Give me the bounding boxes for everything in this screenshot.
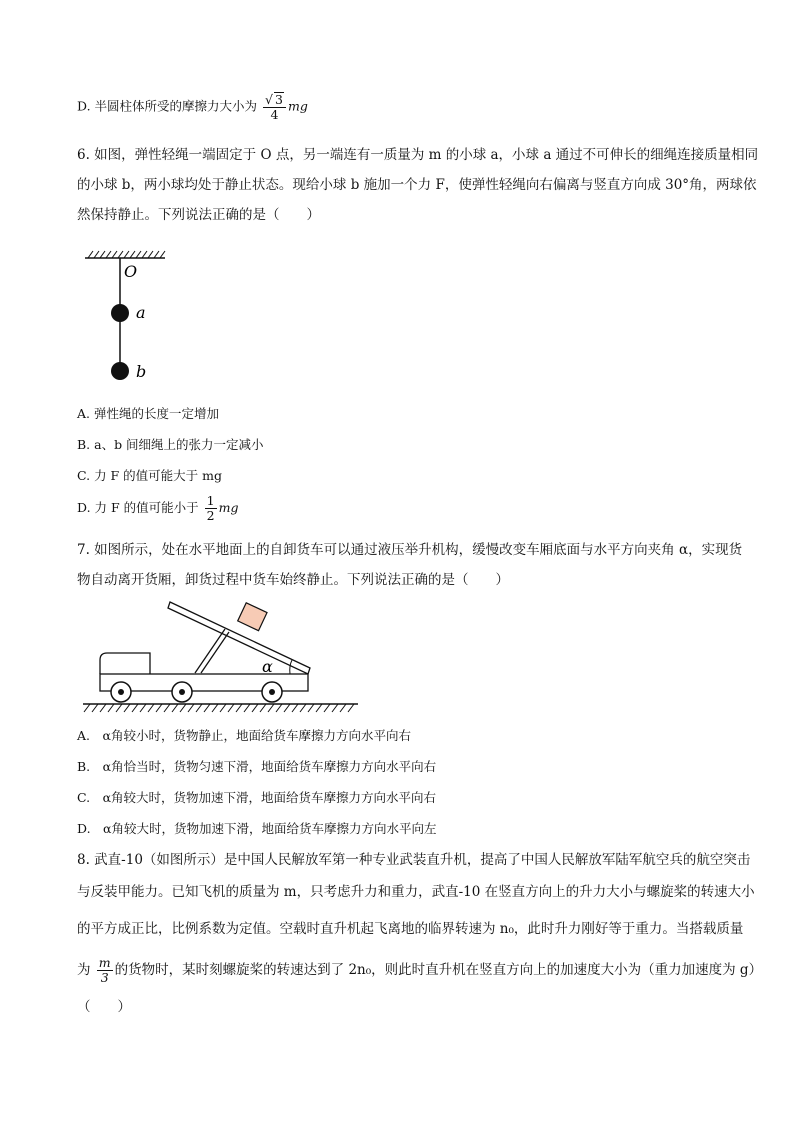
sqrt3-over-4-fraction: $\frac{√ 3}{4}$	[263, 92, 286, 122]
m-over-3-fraction: $\frac{m}{3}$	[98, 955, 111, 985]
q7-line2: 物自动离开货厢，卸货过程中货车始终静止。下列说法正确的是（ ）	[77, 572, 509, 588]
q8-line3: 的平方成正比，比例系数为定值。空载时直升机起飞离地的临界转速为 n₀，此时升力刚好等于重力。当搭载质量	[77, 921, 744, 937]
truck-bed	[168, 602, 310, 674]
ground-hatch	[84, 704, 354, 712]
q6-option-d[interactable]	[77, 494, 238, 523]
q6-line2: 的小球 b，两小球均处于静止状态。现给小球 b 施加一个力 F，使弹性轻绳向右偏离与竖直方向成 30°角，两球依	[77, 177, 757, 193]
q7-option-c[interactable]: C. α角较大时，货物加速下滑，地面给货车摩擦力方向水平向右	[77, 790, 437, 805]
q7-line1: 7. 如图所示，处在水平地面上的自卸货车可以通过液压举升机构，缓慢改变车厢底面与水平方向夹角 α，实现货	[77, 542, 743, 558]
q7-truck-figure	[78, 597, 368, 717]
q8-line4-post: 的货物时，某时刻螺旋桨的转速达到了 2n₀，则此时直升机在竖直方向上的加速度大小为（重力加速度为 g）	[114, 962, 763, 978]
q6-option-d-text: D. 力 F 的值可能小于	[77, 500, 199, 515]
prev-option-d-text: D. 半圆柱体所受的摩擦力大小为	[77, 98, 258, 114]
point-o-label: O	[124, 262, 138, 281]
angle-alpha-label: α	[262, 657, 273, 676]
q6-figure	[80, 250, 200, 390]
q8-line4-pre: 为	[77, 962, 91, 978]
q6-line3: 然保持静止。下列说法正确的是（ ）	[77, 207, 320, 223]
q6-option-d-mg: mg	[218, 500, 239, 515]
ball-a	[111, 304, 129, 322]
q6-option-a[interactable]: A. 弹性绳的长度一定增加	[77, 406, 219, 421]
wheel-middle	[172, 682, 192, 702]
q8-line2: 与反装甲能力。已知飞机的质量为 m，只考虑升力和重力，武直-10 在竖直方向上的升力大小与螺旋桨的转速大小	[77, 884, 755, 900]
q7-option-b[interactable]: B. α角恰当时，货物匀速下滑，地面给货车摩擦力方向水平向右	[77, 759, 437, 774]
cargo-box	[238, 603, 267, 631]
q8-line5[interactable]: （ ）	[77, 999, 131, 1015]
ball-a-label: a	[136, 303, 146, 322]
q6-option-c[interactable]: C. 力 F 的值可能大于 mg	[77, 468, 223, 483]
q8-line1: 8. 武直-10（如图所示）是中国人民解放军第一种专业武装直升机，提高了中国人民解放军陆军航空兵的航空突击	[77, 852, 751, 868]
q6-line1: 6. 如图，弹性轻绳一端固定于 O 点，另一端连有一质量为 m 的小球 a，小球 a 通过不可伸长的细绳连接质量相同	[77, 147, 759, 163]
q8-line4	[77, 956, 762, 985]
prev-option-d	[77, 92, 308, 122]
q7-option-a[interactable]: A. α角较小时，货物静止，地面给货车摩擦力方向水平向右	[77, 728, 411, 743]
q7-option-d[interactable]: D. α角较大时，货物加速下滑，地面给货车摩擦力方向水平向左	[77, 821, 437, 836]
ball-b	[111, 362, 129, 380]
truck-cab	[100, 653, 150, 674]
wheel-rear	[262, 682, 282, 702]
mg-text: mg	[287, 98, 308, 114]
hydraulic-strut	[195, 629, 225, 673]
ceiling-hatch	[88, 251, 165, 258]
ball-b-label: b	[136, 362, 147, 381]
wheel-front	[111, 682, 131, 702]
q6-option-b[interactable]: B. a、b 间细绳上的张力一定减小	[77, 437, 264, 452]
half-fraction: $\frac{1}{2}$	[206, 493, 215, 523]
